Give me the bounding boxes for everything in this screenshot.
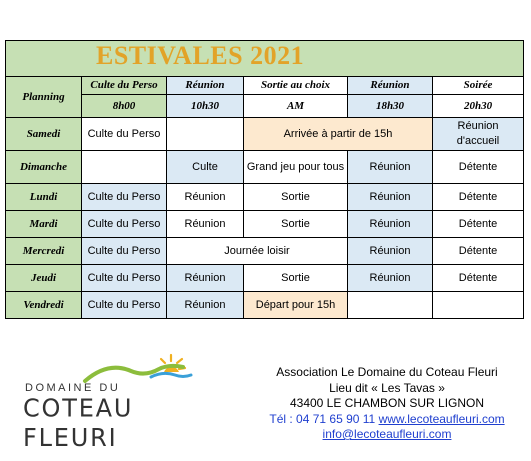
page-title: ESTIVALES 2021 (96, 41, 305, 70)
title-row (6, 41, 524, 77)
logo-line2: COTEAU FLEURI (23, 393, 134, 453)
table-row (6, 292, 524, 319)
cell: Culte du Perso (82, 265, 167, 292)
logo (23, 355, 193, 453)
cell: Grand jeu pour tous (244, 151, 348, 184)
cell: Départ pour 15h (244, 292, 348, 319)
association-phone: Tél : 04 71 65 90 11 (269, 411, 376, 426)
email-link[interactable]: info@lecoteaufleuri.com (322, 427, 452, 441)
col-header-time: 8h00 (82, 95, 167, 118)
cell: Détente (433, 151, 524, 184)
day-label: Jeudi (6, 265, 82, 292)
col-header-name: Réunion (348, 77, 433, 95)
cell: Réunion (167, 292, 244, 319)
cell: Détente (433, 238, 524, 265)
planning-label: Planning (6, 77, 82, 118)
association-place: Lieu dit « Les Tavas » (329, 380, 445, 395)
col-header-time: 18h30 (348, 95, 433, 118)
association-city: 43400 LE CHAMBON SUR LIGNON (289, 396, 485, 410)
table-row (6, 118, 524, 151)
cell: Culte du Perso (82, 211, 167, 238)
day-label: Vendredi (6, 292, 82, 319)
cell (167, 118, 244, 151)
cell: Détente (433, 265, 524, 292)
cell: Sortie (244, 184, 348, 211)
logo-graphic-icon (23, 347, 193, 387)
table-row (6, 265, 524, 292)
website-link[interactable]: www.lecoteaufleuri.com (378, 411, 505, 426)
cell: Détente (433, 184, 524, 211)
cell: Culte du Perso (82, 118, 167, 151)
day-label: Samedi (6, 118, 82, 151)
col-header-time: AM (244, 95, 348, 118)
day-label: Dimanche (6, 151, 82, 184)
table-row (6, 238, 524, 265)
cell: Réunion (167, 184, 244, 211)
association-block (252, 365, 522, 443)
col-header-name: Culte du Perso (82, 77, 167, 95)
col-header-time: 10h30 (167, 95, 244, 118)
cell: Journée loisir (167, 238, 348, 265)
col-header-name: Réunion (167, 77, 244, 95)
cell: Réunion (348, 265, 433, 292)
cell: Détente (433, 211, 524, 238)
day-label: Lundi (6, 184, 82, 211)
table-row (6, 211, 524, 238)
cell: Réunion (167, 265, 244, 292)
logo-line1: DOMAINE DU (25, 382, 121, 394)
cell: Culte (167, 151, 244, 184)
cell (348, 292, 433, 319)
col-header-time: 20h30 (433, 95, 524, 118)
cell: Réunion (348, 151, 433, 184)
table-row (6, 151, 524, 184)
cell: Réunion d'accueil (433, 118, 524, 151)
table-row (6, 184, 524, 211)
day-label: Mardi (6, 211, 82, 238)
cell: Réunion (348, 238, 433, 265)
cell: Réunion (348, 211, 433, 238)
cell: Sortie (244, 265, 348, 292)
cell: Culte du Perso (82, 184, 167, 211)
cell: Culte du Perso (82, 238, 167, 265)
cell: Culte du Perso (82, 292, 167, 319)
cell (82, 151, 167, 184)
planning-table (5, 40, 524, 319)
day-label: Mercredi (6, 238, 82, 265)
cell: Arrivée à partir de 15h (244, 118, 433, 151)
cell: Sortie (244, 211, 348, 238)
col-header-name: Soirée (433, 77, 524, 95)
col-header-name: Sortie au choix (244, 77, 348, 95)
cell (433, 292, 524, 319)
cell: Réunion (167, 211, 244, 238)
cell: Réunion (348, 184, 433, 211)
association-name: Association Le Domaine du Coteau Fleuri (276, 365, 498, 379)
